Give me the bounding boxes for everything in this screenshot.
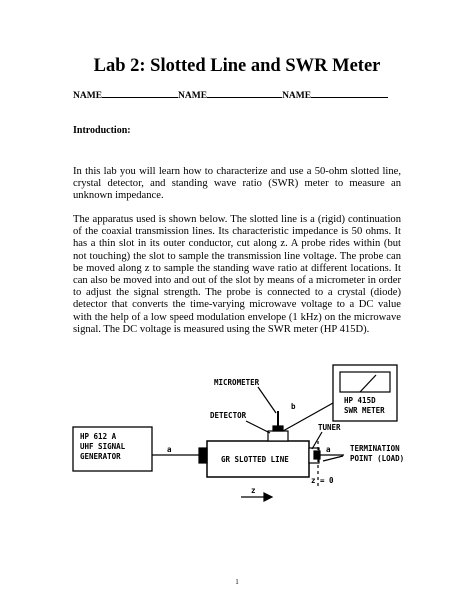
- detector-head: [273, 426, 283, 431]
- page-title: Lab 2: Slotted Line and SWR Meter: [93, 56, 381, 76]
- name-blank-2[interactable]: [207, 88, 282, 98]
- tuner-pointer: [312, 432, 322, 449]
- name-label-2: NAME: [178, 91, 208, 101]
- intro-paragraph-2: The apparatus used is shown below. The slotted line is a (rigid) continuation of the coaxial transmission lines. Its characteristic impedance is 50 ohms. It has a thin slot in its outer conductor, cut along z. A probe rides within (but not touching) the slot to sample the transmission line voltage. The probe can be moved along z to sample the standing wave ratio at different locations. It can also be moved into and out of the slot by means of a micrometer in order to adjust the signal strength. The probe is connected to a crystal (diode) detector that converts the time-varying microwave voltage to a DC value with the help of a low speed modulation envelope (1 kHz) on the microwave signal. The DC voltage is measured using the SWR meter (HP 415D).: [73, 214, 401, 335]
- label-a-left: a: [167, 445, 172, 454]
- label-b: b: [291, 402, 296, 411]
- termination-label-1: TERMINATION: [350, 444, 400, 453]
- label-a-right: a: [326, 445, 331, 454]
- name-fields: [73, 88, 388, 101]
- z-zero-label: z = 0: [311, 476, 334, 485]
- page-number: 1: [235, 578, 239, 586]
- name-blank-3[interactable]: [311, 88, 388, 98]
- generator-label-1: HP 612 A: [80, 432, 117, 441]
- swr-meter-label-1: HP 415D: [344, 396, 376, 405]
- detector-label: DETECTOR: [210, 411, 247, 420]
- z-arrow-head: [264, 493, 272, 501]
- swr-meter-face: [340, 372, 390, 392]
- section-heading: Introduction:: [73, 125, 131, 136]
- micrometer-label: MICROMETER: [214, 378, 260, 387]
- termination-label-2: POINT (LOAD): [350, 454, 405, 463]
- micrometer-pointer: [258, 387, 276, 413]
- z-arrow-label: z: [251, 486, 256, 495]
- connector-left: [199, 448, 207, 463]
- generator-label-3: GENERATOR: [80, 452, 121, 461]
- slotted-line-label: GR SLOTTED LINE: [221, 455, 289, 464]
- detector-block: [268, 431, 288, 441]
- apparatus-diagram: [0, 355, 474, 520]
- name-label-1: NAME: [73, 91, 103, 101]
- name-blank-1[interactable]: [102, 88, 178, 98]
- detector-pointer: [246, 421, 270, 433]
- swr-meter-label-2: SWR METER: [344, 406, 385, 415]
- termination-pointer: [323, 456, 343, 461]
- termination-block: [314, 451, 320, 459]
- tuner-label: TUNER: [318, 423, 341, 432]
- name-label-3: NAME: [282, 91, 312, 101]
- generator-label-2: UHF SIGNAL: [80, 442, 126, 451]
- swr-meter-needle: [360, 375, 376, 392]
- intro-paragraph-1: In this lab you will learn how to characterize and use a 50-ohm slotted line, crystal detector, and standing wave ratio (SWR) meter to measure an unknown impedance.: [73, 166, 401, 202]
